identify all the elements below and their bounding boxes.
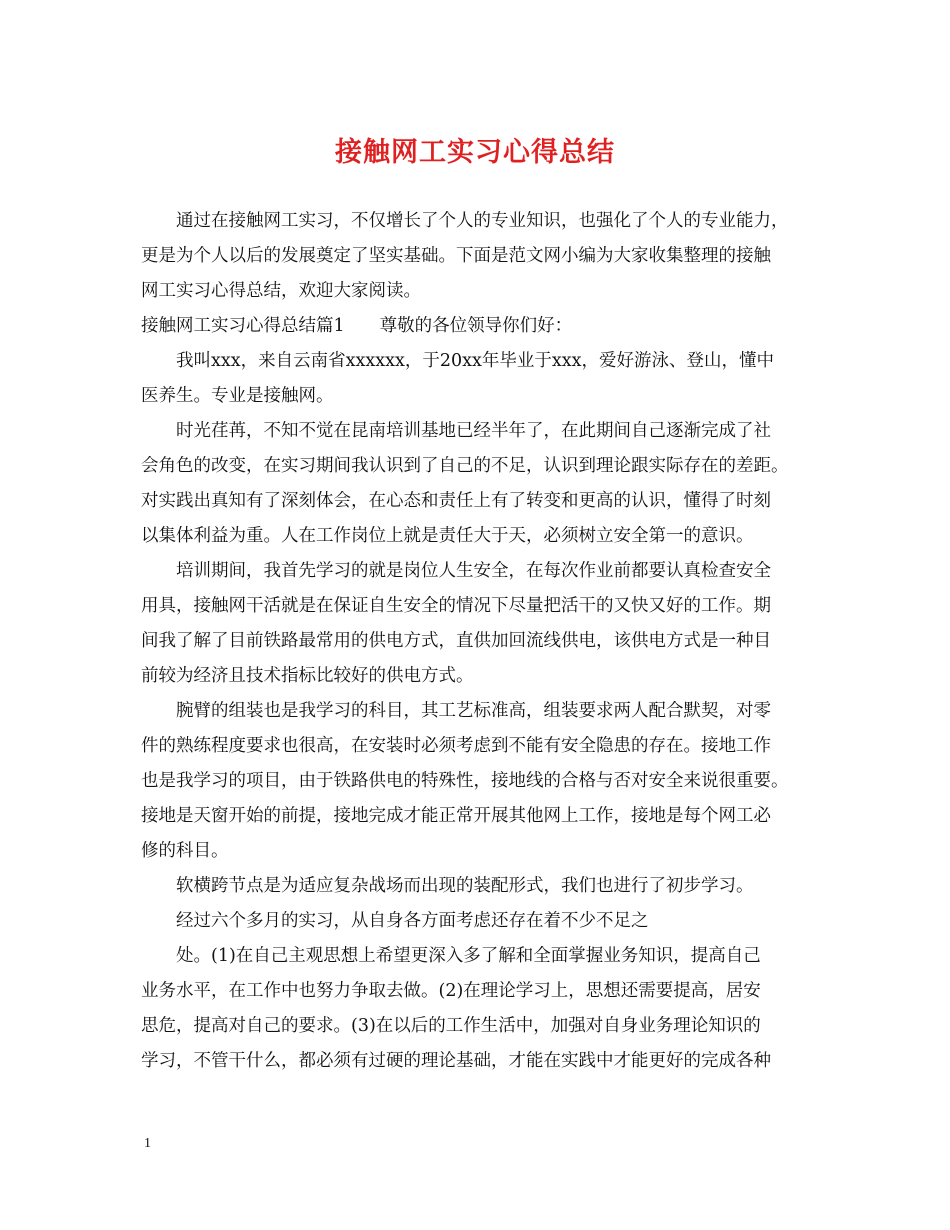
- paragraph-line: 时光荏苒，不知不觉在昆南培训基地已经半年了，在此期间自己逐渐完成了社: [176, 421, 771, 441]
- paragraph-line: 学习，不管干什么，都必须有过硬的理论基础，才能在实践中才能更好的完成各种: [141, 1051, 771, 1071]
- paragraph-line: 业务水平，在工作中也努力争取去做。(2)在理论学习上，思想还需要提高，居安: [141, 981, 761, 1001]
- page-number: 1: [144, 1136, 151, 1151]
- paragraph-line: 医养生。专业是接触网。: [141, 386, 334, 406]
- paragraph-line: 思危，提高对自己的要求。(3)在以后的工作生活中，加强对自身业务理论知识的: [141, 1016, 761, 1036]
- paragraph-line: 经过六个多月的实习，从自身各方面考虑还存在着不少不足之: [176, 911, 649, 931]
- paragraph-line: 用具，接触网干活就是在保证自生安全的情况下尽量把活干的又快又好的工作。期: [141, 596, 771, 616]
- paragraph-line: 以集体利益为重。人在工作岗位上就是责任大于天，必须树立安全第一的意识。: [141, 526, 754, 546]
- paragraph-line: 培训期间，我首先学习的就是岗位人生安全，在每次作业前都要认真检查安全: [176, 561, 771, 581]
- paragraph-line: 前较为经济且技术指标比较好的供电方式。: [141, 666, 474, 686]
- paragraph-line: 会角色的改变，在实习期间我认识到了自己的不足，认识到理论跟实际存在的差距。: [141, 456, 789, 476]
- paragraph-line: 更是为个人以后的发展奠定了坚实基础。下面是范文网小编为大家收集整理的接触: [141, 246, 771, 266]
- paragraph-line: 软横跨节点是为适应复杂战场而出现的装配形式，我们也进行了初步学习。: [176, 876, 754, 896]
- paragraph-line: 通过在接触网工实习，不仅增长了个人的专业知识，也强化了个人的专业能力，: [176, 211, 789, 231]
- paragraph-line: 我叫xxx，来自云南省xxxxxx，于20xx年毕业于xxx，爱好游泳、登山，懂中: [176, 351, 774, 371]
- paragraph-line: 对实践出真知有了深刻体会，在心态和责任上有了转变和更高的认识，懂得了时刻: [141, 491, 771, 511]
- paragraph-line: 修的科目。: [141, 841, 229, 861]
- paragraph-line: 网工实习心得总结，欢迎大家阅读。: [141, 281, 421, 301]
- section-heading-line: 接触网工实习心得总结篇1 尊敬的各位领导你们好：: [141, 316, 573, 336]
- paragraph-line: 接地是天窗开始的前提，接地完成才能正常开展其他网上工作，接地是每个网工必: [141, 806, 771, 826]
- paragraph-line: 件的熟练程度要求也很高，在安装时必须考虑到不能有安全隐患的存在。接地工作: [141, 736, 771, 756]
- paragraph-line: 间我了解了目前铁路最常用的供电方式，直供加回流线供电，该供电方式是一种目: [141, 631, 771, 651]
- document-title: 接触网工实习心得总结: [335, 137, 615, 168]
- paragraph-line: 处。(1)在自己主观思想上希望更深入多了解和全面掌握业务知识，提高自己: [176, 946, 761, 966]
- paragraph-line: 也是我学习的项目，由于铁路供电的特殊性，接地线的合格与否对安全来说很重要。: [141, 771, 789, 791]
- paragraph-line: 腕臂的组装也是我学习的科目，其工艺标准高，组装要求两人配合默契，对零: [176, 701, 771, 721]
